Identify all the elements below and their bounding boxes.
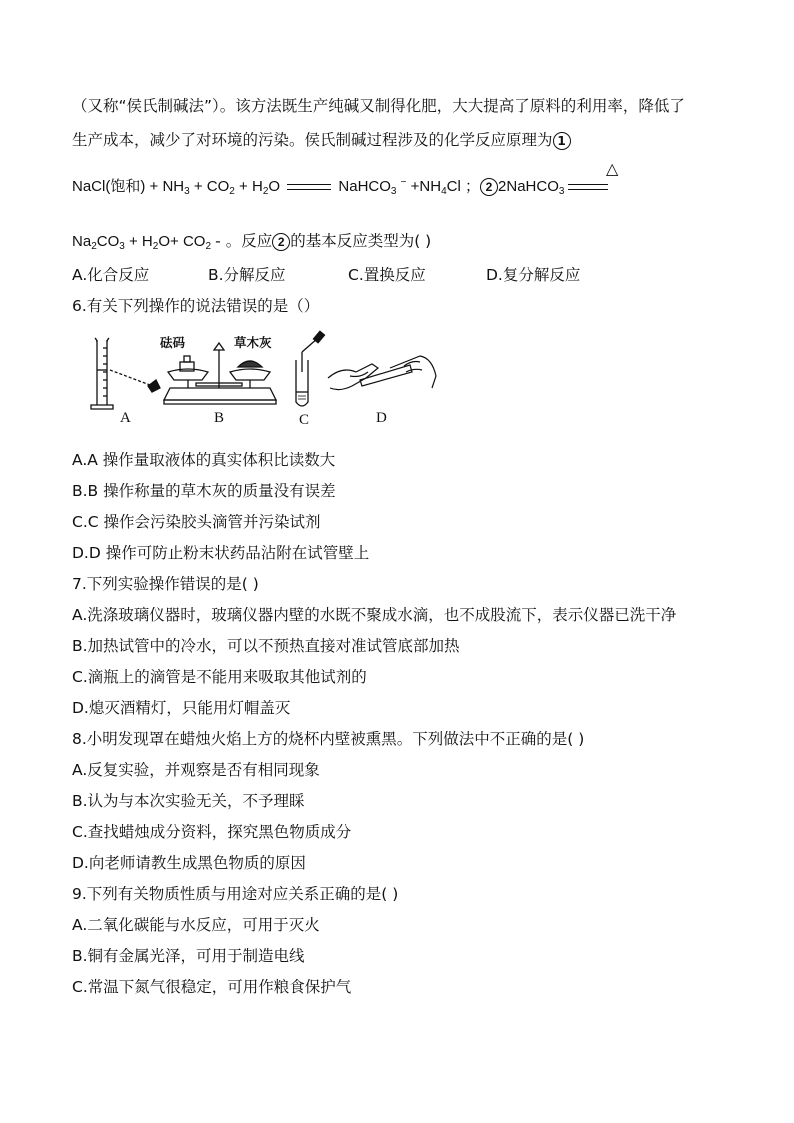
- eq2-nahco3-base: 2NaHCO: [498, 178, 559, 195]
- q7-option-d: D.熄灭酒精灯，只能用灯帽盖灭: [72, 699, 291, 717]
- q6-option-b: B.B 操作称量的草木灰的质量没有误差: [72, 482, 336, 500]
- ash-label: 草木灰: [234, 335, 272, 350]
- eq1-nh3-sub: 3: [184, 186, 190, 197]
- eq2-h2o-o: O: [158, 233, 170, 250]
- graduated-cylinder-icon: [91, 338, 160, 409]
- q6-stem: 6.有关下列操作的说法错误的是（）: [72, 297, 320, 315]
- q6-option-d: D.D 操作可防止粉末状药品沾附在试管壁上: [72, 544, 370, 562]
- eq2-co3: CO: [96, 233, 120, 250]
- eq2-question: 的基本反应类型为( ): [290, 232, 432, 250]
- q6-option-c: C.C 操作会污染胶头滴管并污染试剂: [72, 513, 321, 531]
- intro-line-1: （又称“侯氏制碱法”）。该方法既生产纯碱又制得化肥，大大提高了原料的利用率，降低了: [72, 97, 685, 115]
- q5-option-d: D.复分解反应: [486, 266, 581, 284]
- hands-test-tube-icon: [328, 356, 436, 390]
- eq1-plus-1: +: [149, 178, 159, 195]
- q8-stem: 8.小明发现罩在蜡烛火焰上方的烧杯内壁被熏黑。下列做法中不正确的是( ): [72, 730, 585, 748]
- q7-option-b: B.加热试管中的冷水，可以不预热直接对准试管底部加热: [72, 637, 460, 655]
- eq2-plus-2: +: [170, 233, 179, 250]
- eq1-nh4cl-cl: Cl: [446, 178, 461, 195]
- eq1-nacl: NaCl: [72, 178, 106, 195]
- test-tube-dropper-icon: [296, 331, 325, 406]
- eq2-na-sub: 2: [91, 241, 97, 252]
- q8-option-a: A.反复实验，并观察是否有相同现象: [72, 761, 320, 779]
- eq2-tail: - 。反应: [215, 232, 273, 250]
- q8-option-b: B.认为与本次实验无关，不予理睬: [72, 792, 305, 810]
- eq1-nahco3-base: NaHCO: [338, 178, 391, 195]
- q8-option-d: D.向老师请教生成黑色物质的原因: [72, 854, 306, 872]
- q7-option-c: C.滴瓶上的滴管是不能用来吸取其他试剂的: [72, 668, 367, 686]
- q5-option-c: C.置换反应: [348, 266, 426, 284]
- eq1-nacl-state: (饱和): [105, 178, 146, 195]
- eq1-co2-base: CO: [206, 178, 230, 195]
- eq2-nahco3-sub: 3: [558, 186, 565, 197]
- intro-line-2-text: 生产成本，减少了对环境的污染。侯氏制碱过程涉及的化学反应原理为: [72, 131, 553, 149]
- figure-label-b: B: [214, 410, 225, 426]
- eq2-h2o-h: H: [141, 233, 153, 250]
- circled-number-2: 2: [480, 178, 498, 196]
- eq1-h2o-h: H: [251, 178, 263, 195]
- eq2-h2o-sub: 2: [152, 241, 159, 252]
- eq2-co2-base: CO: [182, 233, 206, 250]
- eq1-plus-4: +: [410, 178, 420, 195]
- eq1-plus-3: +: [239, 178, 248, 195]
- q5-option-a: A.化合反应: [72, 266, 150, 284]
- figure-label-c: C: [299, 412, 310, 428]
- q9-option-b: B.铜有金属光泽，可用于制造电线: [72, 947, 305, 965]
- eq1-nahco3-sub: 3: [390, 186, 397, 197]
- eq1-nh4cl-nh: NH: [419, 178, 442, 195]
- eq1-h2o-o: O: [268, 178, 281, 195]
- q7-stem: 7.下列实验操作错误的是( ): [72, 575, 259, 593]
- eq1-co2-sub: 2: [229, 186, 235, 197]
- eq2-na: Na: [72, 233, 92, 250]
- eq2-co2-sub: 2: [205, 241, 211, 252]
- weight-label: 砝码: [160, 335, 186, 350]
- circled-number-2-ref: 2: [272, 233, 290, 251]
- q8-option-c: C.查找蜡烛成分资料，探究黑色物质成分: [72, 823, 352, 841]
- q9-option-c: C.常温下氮气很稳定，可用作粮食保护气: [72, 978, 352, 996]
- eq1-nahco3-sup: −: [400, 177, 407, 188]
- q9-stem: 9.下列有关物质性质与用途对应关系正确的是( ): [72, 885, 399, 903]
- eq1-nh4cl-sub: 4: [441, 186, 447, 197]
- eq1-plus-2: +: [193, 178, 203, 195]
- q5-option-b: B.分解反应: [208, 266, 286, 284]
- circled-number-1: 1: [553, 132, 571, 150]
- eq1-semicolon: ；: [465, 178, 481, 195]
- q7-option-a: A.洗涤玻璃仪器时，玻璃仪器内壁的水既不聚成水滴，也不成股流下，表示仪器已洗干净: [72, 606, 677, 624]
- eq2-plus-1: +: [128, 233, 138, 250]
- eq1-h2o-sub: 2: [262, 186, 269, 197]
- figure-label-a: A: [120, 410, 131, 426]
- eq1-nh3-base: NH: [162, 178, 185, 195]
- heat-delta-symbol: △: [606, 159, 619, 178]
- figure-label-d: D: [376, 410, 387, 426]
- q6-option-a: A.A 操作量取液体的真实体积比读数大: [72, 451, 336, 469]
- balance-scale-icon: [164, 343, 276, 404]
- eq2-co3-sub: 3: [119, 241, 125, 252]
- q9-option-a: A.二氧化碳能与水反应，可用于灭火: [72, 916, 320, 934]
